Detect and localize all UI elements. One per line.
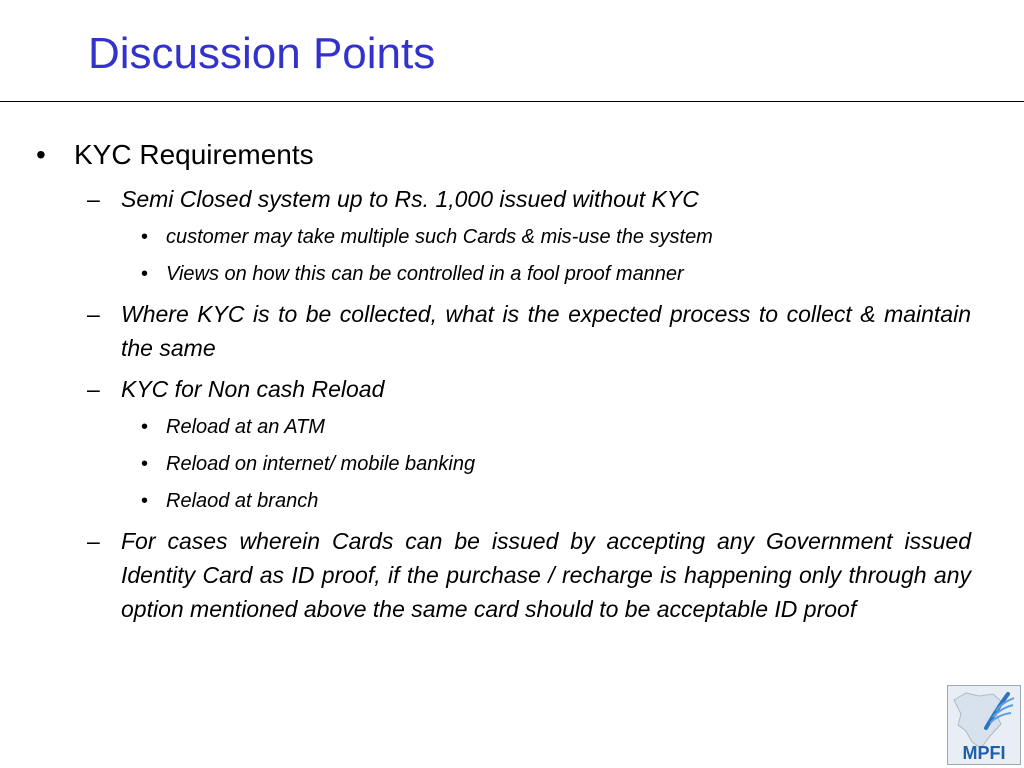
subbullet-marker: – xyxy=(87,376,100,402)
slide-title: Discussion Points xyxy=(88,29,436,78)
subbullet-marker: – xyxy=(87,528,100,554)
subbullet-text: Where KYC is to be collected, what is the expected process to collect & maintain the same xyxy=(121,301,971,361)
subbullet-marker: – xyxy=(87,186,100,212)
subsubbullet-marker: • xyxy=(141,416,149,438)
subbullet-text: Semi Closed system up to Rs. 1,000 issued without KYC xyxy=(121,186,699,212)
subsubbullet-text: Reload on internet/ mobile banking xyxy=(166,453,476,475)
subbullet-kyc-collection-process xyxy=(87,297,971,365)
mpfi-logo-text: MPFI xyxy=(962,743,1006,763)
subsubbullet-text: customer may take multiple such Cards & mis-use the system xyxy=(166,226,713,248)
subsubbullet-text: Relaod at branch xyxy=(166,490,319,512)
subbullet-semi-closed-system xyxy=(87,182,971,216)
subsubbullet-marker: • xyxy=(141,490,149,512)
mpfi-logo-icon xyxy=(948,686,1020,764)
subsubbullet-reload-internet xyxy=(141,451,966,477)
mpfi-logo xyxy=(947,685,1021,765)
bullet-marker: • xyxy=(36,139,46,170)
subbullet-non-cash-reload xyxy=(87,372,971,406)
subsubbullet-marker: • xyxy=(141,226,149,248)
subbullet-government-id-proof xyxy=(87,524,971,626)
bullet-kyc-requirements xyxy=(36,138,974,172)
subbullet-text: KYC for Non cash Reload xyxy=(121,376,385,402)
subbullet-marker: – xyxy=(87,301,100,327)
subsubbullet-text: Reload at an ATM xyxy=(166,416,325,438)
subsubbullet-reload-atm xyxy=(141,414,966,440)
subsubbullet-text: Views on how this can be controlled in a fool proof manner xyxy=(166,263,684,285)
subsubbullet-reload-branch xyxy=(141,488,966,514)
subbullet-text: For cases wherein Cards can be issued by accepting any Government issued Identity Card as ID proof, if the purchase / recharge is happening only through any option mentioned above the same card should to be acceptable ID proof xyxy=(121,528,971,622)
subsubbullet-fool-proof xyxy=(141,261,966,287)
subsubbullet-marker: • xyxy=(141,263,149,285)
subsubbullet-multiple-cards xyxy=(141,224,966,250)
bullet-text: KYC Requirements xyxy=(74,139,314,170)
subsubbullet-marker: • xyxy=(141,453,149,475)
